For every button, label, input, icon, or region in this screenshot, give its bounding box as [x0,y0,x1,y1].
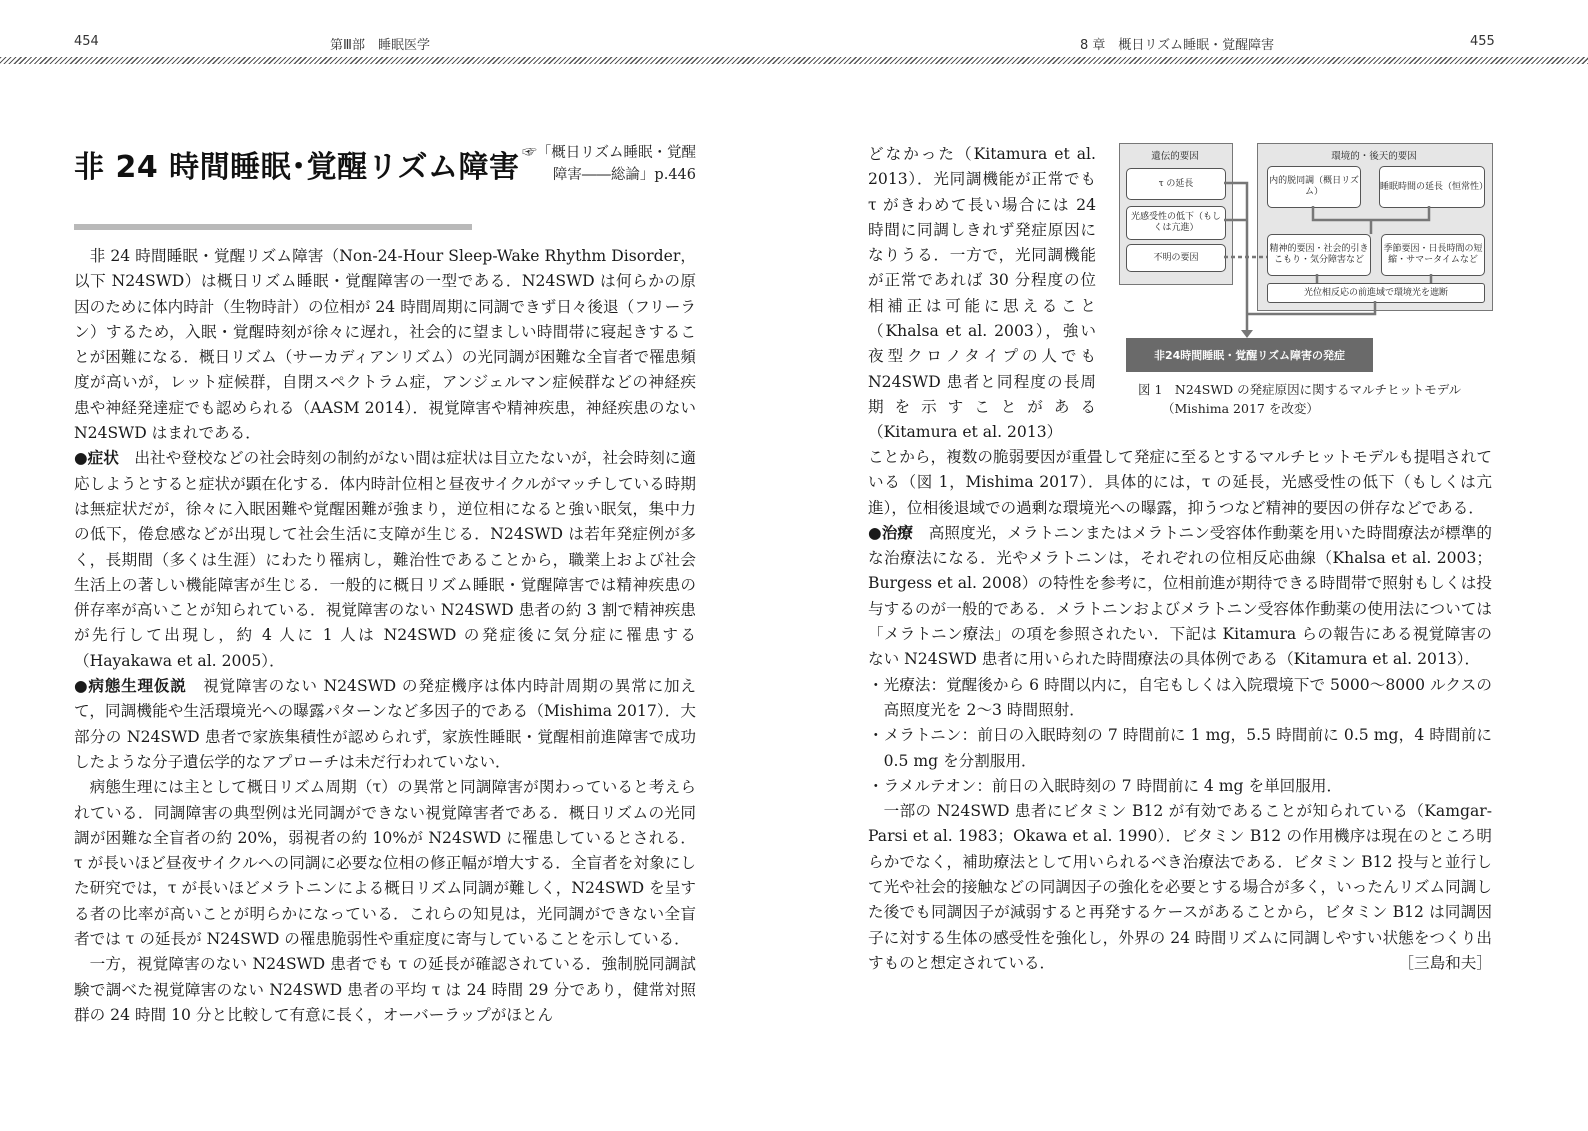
tau-box: τ の延長 [1126,168,1226,200]
vitamin-paragraph [868,799,1492,976]
cross-reference: ☞「概日リズム睡眠・覚醒障害――総論」p.446 [522,145,696,183]
caption-line-1: 図 1 N24SWD の発症原因に関するマルチヒットモデル [1138,382,1462,397]
connector-top-boxes [1313,206,1429,220]
right-column-main [868,445,1492,976]
right-page-number: 455 [1470,34,1495,49]
internal-sync-box: 内的脱同調（概日リズム） [1267,166,1361,208]
right-chapter-header: 8 章 概日リズム睡眠・覚醒障害 [1080,38,1275,53]
arrow-head [1241,330,1253,338]
title-underline [74,224,472,230]
arrow-from-environment [1247,301,1375,314]
sleep-extension-box: 睡眠時間の延長（恒常性） [1379,166,1485,208]
treatment-paragraph [868,521,1492,673]
header-rule [0,57,1588,64]
left-section-header: 第Ⅲ部 睡眠医学 [330,38,430,53]
sighted-paragraph: 一方，視覚障害のない N24SWD 患者でも τ の延長が確認されている．強制脱同調試験で調べた視覚障害のない N24SWD 患者の平均 τ は 24 時間 29 分であり，健常対照群の 24 時間 10 分と比較して有意に長く，オーバーラップがほとん [74,955,696,1024]
symptoms-heading: ●症状 [74,449,119,468]
bullet-light-therapy: ・光療法：覚醒後から 6 時間以内に，自宅もしくは入院環境下で 5000〜8000 ルクスの高照度光を 2〜3 時間照射． [868,675,1492,719]
unknown-factor-box: 不明の要因 [1126,244,1226,272]
light-sensitivity-box: 光感受性の低下（もしくは亢進） [1126,206,1226,240]
right-column-wrap [868,142,1096,446]
bullet-ramelteon: ・ラメルテオン：前日の入眠時刻の 7 時間前に 4 mg を単回服用． [868,776,1343,795]
article-title: 非 24 時間睡眠･覚醒リズム障害 [74,150,520,185]
tau-paragraph: 病態生理には主として概日リズム周期（τ）の異常と同調障害が関わっていると考えられている．同調障害の典型例は光同調ができない視覚障害者である．概日リズムの光同調が困難な全盲者の約 20%，弱視者の約 10%が N24SWD に罹患しているとされる．τ が長いほど昼夜サイクルへの同調に必要な位相の修正幅が増大する．全盲者を対象にした研究では，τ が長いほどメラトニンによる概日リズム同調が難しく，N24SWD を呈する者の比率が高いことが明らかになっている．これらの知見は，光同調ができない全盲者では τ の延長が N24SWD の罹患脆弱性や重症度に寄与していることを示している． [74,778,696,949]
symptoms-text: 出社や登校などの社会時刻の制約がない間は症状は目立たないが，社会時刻に適応しようとすると症状が顕在化する．体内時計位相と昼夜サイクルがマッチしている時期は無症状だが，徐々に入眠困難や覚醒困難が強まり，逆位相になると強い眠気，集中力の低下，倦怠感などが出現して社会生活に支障が生じる．N24SWD は若年発症例が多く，長期間（多くは生涯）にわたり罹病し，難治性であることから，職業上および社会生活上の著しい機能障害が生じる．一般的に概日リズム睡眠・覚醒障害では精神疾患の併存率が高いことが知られている．視覚障害のない N24SWD 患者の約 3 割で精神疾患が先行して出現し，約 4 人に 1 人は N24SWD の発症後に気分症に罹患する（Hayakawa et al. 2005）． [74,449,696,670]
result-box: 非24時間睡眠・覚醒リズム障害の発症 [1126,338,1373,372]
multihit-paragraph: ことから，複数の脆弱要因が重畳して発症に至るとするマルチヒットモデルも提唱されている（図 1，Mishima 2017）．具体的には，τ の延長，光感受性の低下（もしくは亢進），位相後退域での過剰な環境光への曝露，抑うつなど精神的要因の併存などである． [868,448,1492,517]
caption-line-2: （Mishima 2017 を改変） [1162,401,1319,416]
patho-heading: ●病態生理仮説 [74,677,187,696]
light-block-box: 光位相反応の前進域で環境光を遮断 [1267,283,1485,303]
patho-text: 視覚障害のない N24SWD の発症機序は体内時計周期の異常に加えて，同調機能や生活環境光への曝露パターンなど多因子的である（Mishima 2017）．大部分の N24SWD 患者で家族集積性が認められず，家族性睡眠・覚醒相前進障害で成功したような分子遺伝学的なアプローチは未だ行われていない． [74,677,696,771]
figure-caption [1138,380,1488,418]
intro-paragraph: 非 24 時間睡眠・覚醒リズム障害（Non-24-Hour Sleep-Wake Rhythm Disorder，以下 N24SWD）は概日リズム睡眠・覚醒障害の一型である．N24SWD は何らかの原因のために体内時計（生物時計）の位相が 24 時間周期に同調できず日々後退（フリーラン）するため，入眠・覚醒時刻が徐々に遅れ，社会的に望ましい時間帯に寝起きすることが困難になる．概日リズム（サーカディアンリズム）の光同調が困難な全盲者で罹患頻度が高いが，レット症候群，自閉スペクトラム症，アンジェルマン症候群などの神経疾患や神経発達症でも認められる（AASM 2014）．視覚障害や精神疾患，神経疾患のない N24SWD はまれである． [74,247,696,443]
bullet-melatonin: ・メラトニン：前日の入眠時刻の 7 時間前に 1 mg，5.5 時間前に 0.5 mg，4 時間前に 0.5 mg を分割服用． [868,726,1492,770]
author-signature: ［三島和夫］ [1398,953,1492,972]
wrap-paragraph: どなかった（Kitamura et al. 2013）．光同調機能が正常でも τ がきわめて長い場合には 24 時間に同調しきれず発症原因になりうる．一方で，光同調機能が正常であれば 30 分程度の位相補正は可能に思えること（Khalsa et al. 2003），強い夜型クロノタイプの人でも N24SWD 患者と同程度の長周期を示すことがある（Kitamura et al. 2013） [868,145,1096,442]
genetic-label: 遺伝的要因 [1151,151,1199,162]
treatment-heading: ●治療 [868,523,914,542]
left-column [74,244,696,1028]
symptoms-paragraph [74,446,696,674]
environmental-label: 環境的・後天的要因 [1331,151,1417,162]
vitamin-text: 一部の N24SWD 患者にビタミン B12 が有効であることが知られている（Kamgar-Parsi et al. 1983；Okawa et al. 1990）．ビタミン B12 の作用機序は現在のところ明らかでなく，補助療法として用いられるべき治療法である．ビタミン B12 投与と並行して光や社会的接触などの同調因子の強化を必要とする場合が多く，いったんリズム同調した後でも同調因子が減弱すると再発するケースがあることから，ビタミン B12 は同調因子に対する生体の感受性を強化し，外界の 24 時間リズムに同調しやすい状態をつくり出すものと想定されている． [868,802,1492,972]
treatment-text: 高照度光，メラトニンまたはメラトニン受容体作動薬を用いた時間療法が標準的な治療法になる．光やメラトニンは，それぞれの位相反応曲線（Khalsa et al. 2003；Burgess et al. 2008）の特性を参考に，位相前進が期待できる時間帯で照射もしくは投与するのが一般的である．メラトニンおよびメラトニン受容体作動薬の使用法については「メラトニン療法」の項を参照されたい．下記は Kitamura らの報告にある視覚障害のない N24SWD 患者に用いられた時間療法の具体例である（Kitamura et al. 2013）． [868,523,1492,669]
mental-factor-box: 精神的要因・社会的引きこもり・気分障害など [1267,234,1371,276]
patho-paragraph [74,674,696,775]
left-page-number: 454 [74,34,99,49]
figure-multihit-model [1117,140,1495,380]
seasonal-factor-box: 季節要因・日長時間の短縮・サマータイムなど [1381,234,1485,276]
